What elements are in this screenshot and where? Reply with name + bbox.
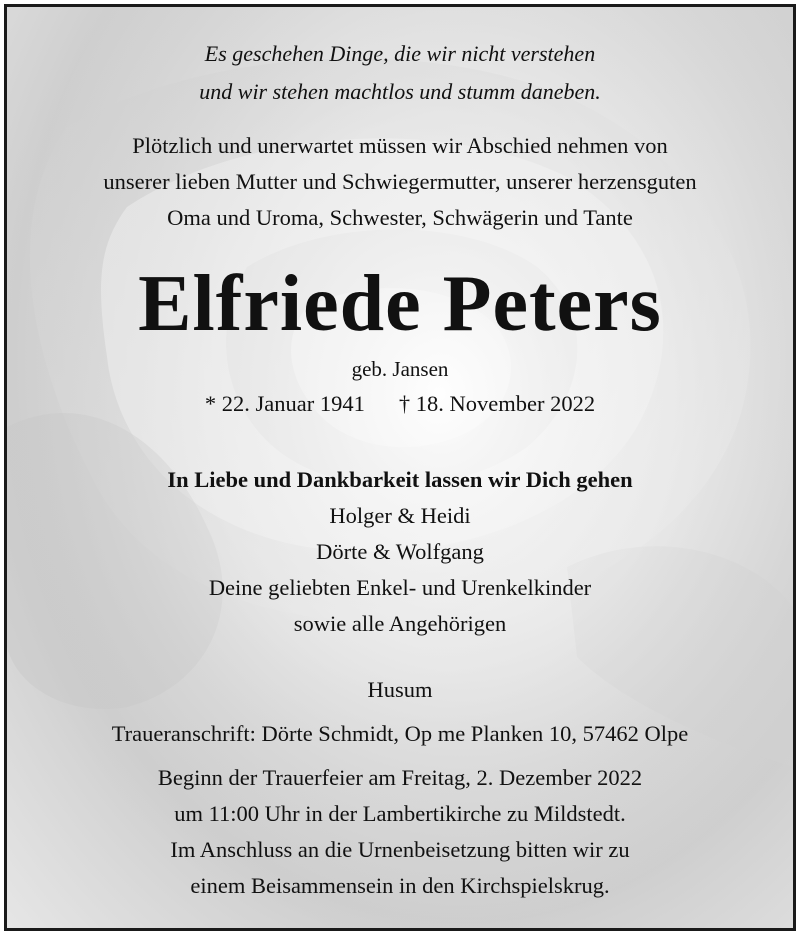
obituary-frame (4, 4, 796, 931)
ceremony-line-4: einem Beisammensein in den Kirchspielskrug. (190, 873, 610, 898)
life-dates (7, 391, 793, 417)
place: Husum (367, 677, 433, 702)
motto-line-1: Es geschehen Dinge, die wir nicht verstehen (204, 41, 596, 66)
mourner-line-1: Holger & Heidi (329, 503, 471, 528)
ceremony-line-3: Im Anschluss an die Urnenbeisetzung bitten wir zu (170, 837, 630, 862)
mourner-line-3: Deine geliebten Enkel- und Urenkelkinder (208, 575, 592, 600)
intro-line-1: Plötzlich und unerwartet müssen wir Abschied nehmen von (132, 133, 668, 158)
deceased-name: Elfriede Peters (138, 260, 662, 348)
mourner-line-2: Dörte & Wolfgang (316, 539, 484, 564)
ceremony-line-2: um 11:00 Uhr in der Lambertikirche zu Mildstedt. (174, 801, 626, 826)
birth-date: * 22. Januar 1941 (204, 391, 365, 416)
maiden-name: geb. Jansen (351, 357, 449, 381)
intro-line-2: unserer lieben Mutter und Schwiegermutter, unserer herzensguten (103, 169, 697, 194)
death-date: † 18. November 2022 (398, 391, 596, 416)
motto-line-2: und wir stehen machtlos und stumm daneben. (199, 79, 601, 104)
mourner-line-4: sowie alle Angehörigen (293, 611, 507, 636)
mourning-address: Traueranschrift: Dörte Schmidt, Op me Planken 10, 57462 Olpe (111, 721, 689, 746)
intro-line-3: Oma und Uroma, Schwester, Schwägerin und Tante (167, 205, 633, 230)
ceremony-line-1: Beginn der Trauerfeier am Freitag, 2. Dezember 2022 (157, 765, 643, 790)
farewell-line: In Liebe und Dankbarkeit lassen wir Dich gehen (167, 467, 633, 492)
